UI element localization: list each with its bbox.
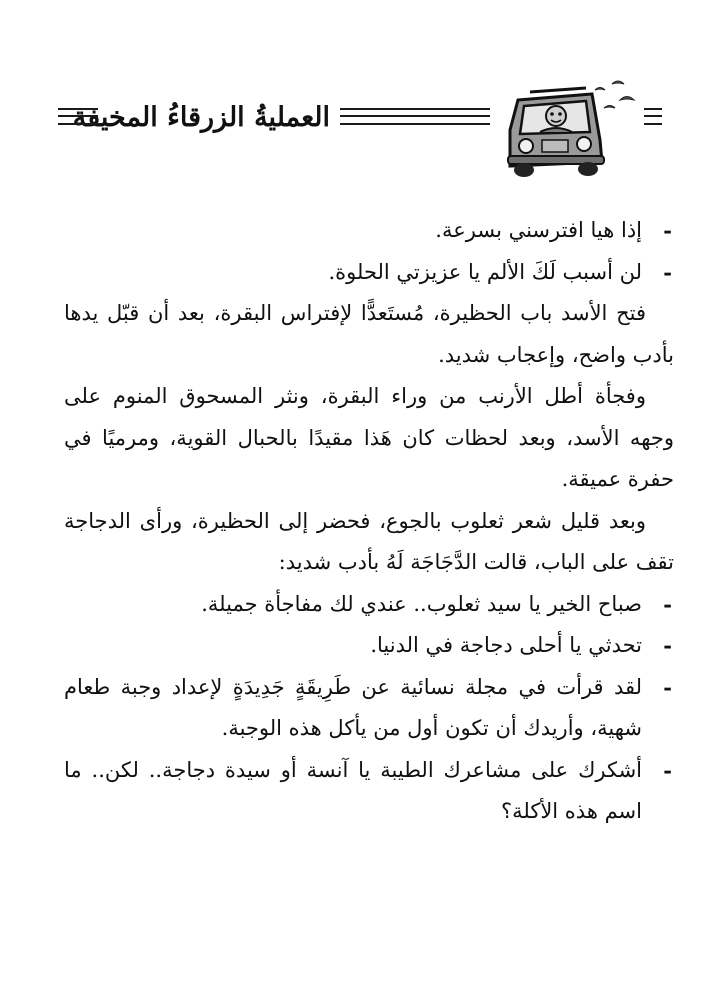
dialogue-line: - أشكرك على مشاعرك الطيبة يا آنسة أو سيدة دجاجة.. لكن.. ما اسم هذه الأكلة؟ <box>64 757 672 823</box>
dialogue-line: - لن أسبب لَكَ الألم يا عزيزتي الحلوة. <box>328 259 672 285</box>
story-text <box>64 210 674 833</box>
dialogue-line: - صباح الخير يا سيد ثعلوب.. عندي لك مفاجأة جميلة. <box>201 591 672 617</box>
narration-paragraph: وفجأة أطل الأرنب من وراء البقرة، ونثر المسحوق المنوم على وجهه الأسد، وبعد لحظات كان هَذا مقيدًا بالحبال القوية، ومرميًا في حفرة عميقة. <box>64 384 674 491</box>
dialogue-line: - تحدثي يا أحلى دجاجة في الدنيا. <box>370 633 672 658</box>
dialogue-line: - إذا هيا افترسني بسرعة. <box>435 218 672 243</box>
chapter-title: العمليةُ الزرقاءُ المخيفة <box>72 102 330 133</box>
decorative-rule <box>644 108 662 125</box>
dialogue-line: - لقد قرأت في مجلة نسائية عن طَرِيقَةٍ جَدِيدَةٍ لإعداد وجبة طعام شهية، وأريدك أن تكون أول من يأكل هذه الوجبة. <box>64 674 672 740</box>
car-cartoon-icon <box>500 70 640 180</box>
decorative-rule <box>340 108 490 125</box>
narration-paragraph: وبعد قليل شعر ثعلوب بالجوع، فحضر إلى الحظيرة، ورأى الدجاجة تقف على الباب، قالت الدَّجَاجَة لَهُ بأدب شديد: <box>64 508 674 574</box>
chapter-header <box>0 70 720 180</box>
decorative-rule <box>58 108 98 125</box>
narration-paragraph: فتح الأسد باب الحظيرة، مُستَعدًّا لإفتراس البقرة، بعد أن قبّل يدها بأدب واضح، وإعجاب شديد. <box>64 301 674 367</box>
